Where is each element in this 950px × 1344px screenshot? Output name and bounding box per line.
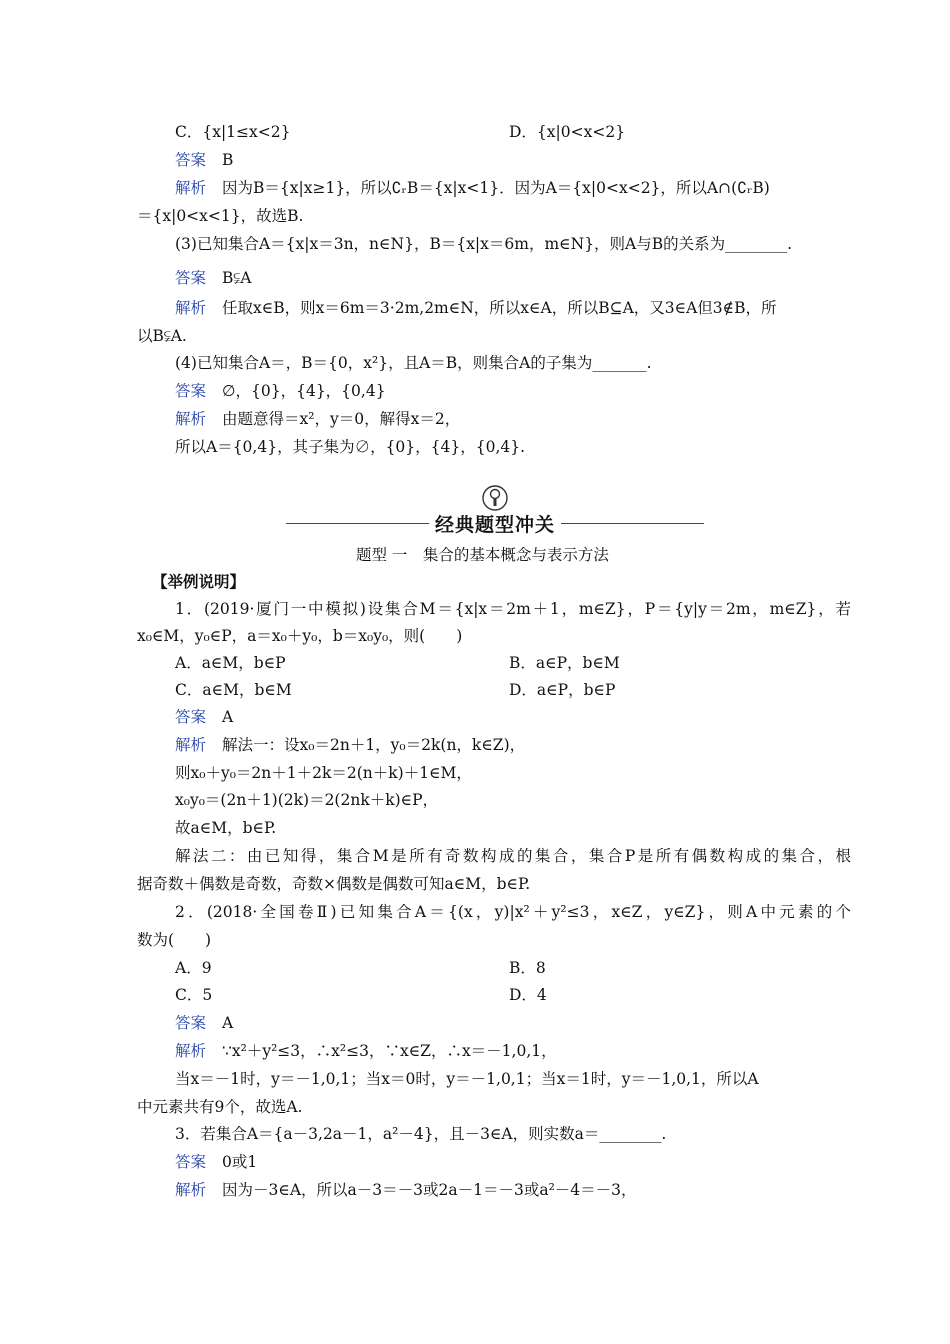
question-1: 1．(2019·厦门一中模拟)设集合M＝{x|x＝2m＋1，m∈Z}，P＝{y|y＝2m，m∈Z}，若 [175,600,851,618]
option-b: B．8 [509,959,546,977]
answer-tag: 答案 [175,151,207,169]
option-d: D．a∈P，b∈P [509,681,616,699]
text-line: x₀y₀＝(2n＋1)(2k)＝2(2nk＋k)∈P， [175,791,439,809]
analysis-line: 解析 任取x∈B，则x＝6m＝3·2m,2m∈N，所以x∈A，所以B⊆A，又3∈A但3∉B，所 [175,299,777,317]
text-line: 以B⫋A. [137,327,187,345]
question-4: (4)已知集合A＝，B＝{0，x²}，且A＝B，则集合A的子集为_______. [175,354,652,372]
analysis-line: 解析 解法一：设x₀＝2n＋1，y₀＝2k(n，k∈Z)， [175,736,526,754]
option-d: D．4 [509,986,547,1004]
heading-rule-right [561,523,704,524]
option-b: B．a∈P，b∈M [509,654,620,672]
text-line: x₀∈M，y₀∈P，a＝x₀＋y₀，b＝x₀y₀，则( ) [137,627,463,645]
answer-line: 答案 0或1 [175,1153,258,1171]
section-heading-text: 经典题型冲关 [435,513,556,536]
option-a: A．9 [175,959,212,977]
section-subtitle: 题型 一 集合的基本概念与表示方法 [356,546,609,564]
answer-tag: 答案 [175,269,207,287]
text-line: 故a∈M，b∈P. [175,819,277,837]
option-c: C．a∈M，b∈M [175,681,292,699]
text-line: 解法二：由已知得，集合M是所有奇数构成的集合，集合P是所有偶数构成的集合，根 [175,847,851,865]
text-line: 据奇数＋偶数是奇数，奇数×偶数是偶数可知a∈M，b∈P. [137,875,531,893]
analysis-tag: 解析 [175,299,207,317]
analysis-line: 解析 因为B＝{x|x≥1}，所以∁ᵣB＝{x|x<1}．因为A＝{x|0<x<2}，所以A∩(∁ᵣB) [175,179,770,197]
analysis-tag: 解析 [175,1042,207,1060]
text-line: 所以A＝{0,4}，其子集为∅，{0}，{4}，{0,4}. [175,438,526,456]
question-3: 3．若集合A＝{a－3,2a－1，a²－4}，且－3∈A，则实数a＝________. [175,1125,667,1143]
option-d: D．{x|0<x<2} [509,123,626,141]
text-line: 数为( ) [137,931,212,949]
answer-tag: 答案 [175,1153,207,1171]
answer-tag: 答案 [175,708,207,726]
text-line: ＝{x|0<x<1}，故选B. [137,207,304,225]
answer-tag: 答案 [175,1014,207,1032]
heading-rule-left [286,523,429,524]
option-c: C．5 [175,986,213,1004]
analysis-tag: 解析 [175,179,207,197]
answer-tag: 答案 [175,382,207,400]
analysis-line: 解析 ∵x²＋y²≤3，∴x²≤3，∵x∈Z，∴x＝－1,0,1， [175,1042,557,1060]
answer-line: 答案 B⫋A [175,269,252,287]
analysis-line: 解析 因为－3∈A，所以a－3＝－3或2a－1＝－3或a²－4＝－3， [175,1181,637,1199]
answer-line: 答案 B [175,151,234,169]
analysis-line: 解析 由题意得＝x²，y＝0，解得x＝2， [175,410,461,428]
text-line: 中元素共有9个，故选A. [137,1098,303,1116]
analysis-tag: 解析 [175,1181,207,1199]
answer-line: 答案 ∅，{0}，{4}，{0,4} [175,382,386,400]
option-c: C．{x|1≤x<2} [175,123,291,141]
text-line: 当x＝－1时，y＝－1,0,1；当x＝0时，y＝－1,0,1；当x＝1时，y＝－1,0,1，所以A [175,1070,759,1088]
section-heading [286,508,704,538]
question-3: (3)已知集合A＝{x|x＝3n，n∈N}，B＝{x|x＝6m，m∈N}，则A与B的关系为________. [175,235,793,253]
analysis-tag: 解析 [175,410,207,428]
answer-line: 答案 A [175,708,234,726]
text-line: 则x₀＋y₀＝2n＋1＋2k＝2(n＋k)＋1∈M， [175,764,472,782]
example-bracket-label: 【举例说明】 [152,573,246,591]
question-2: 2．(2018·全国卷Ⅱ)已知集合A＝{(x，y)|x²＋y²≤3，x∈Z，y∈Z}，则A中元素的个 [175,903,851,921]
answer-line: 答案 A [175,1014,234,1032]
option-a: A．a∈M，b∈P [175,654,286,672]
analysis-tag: 解析 [175,736,207,754]
